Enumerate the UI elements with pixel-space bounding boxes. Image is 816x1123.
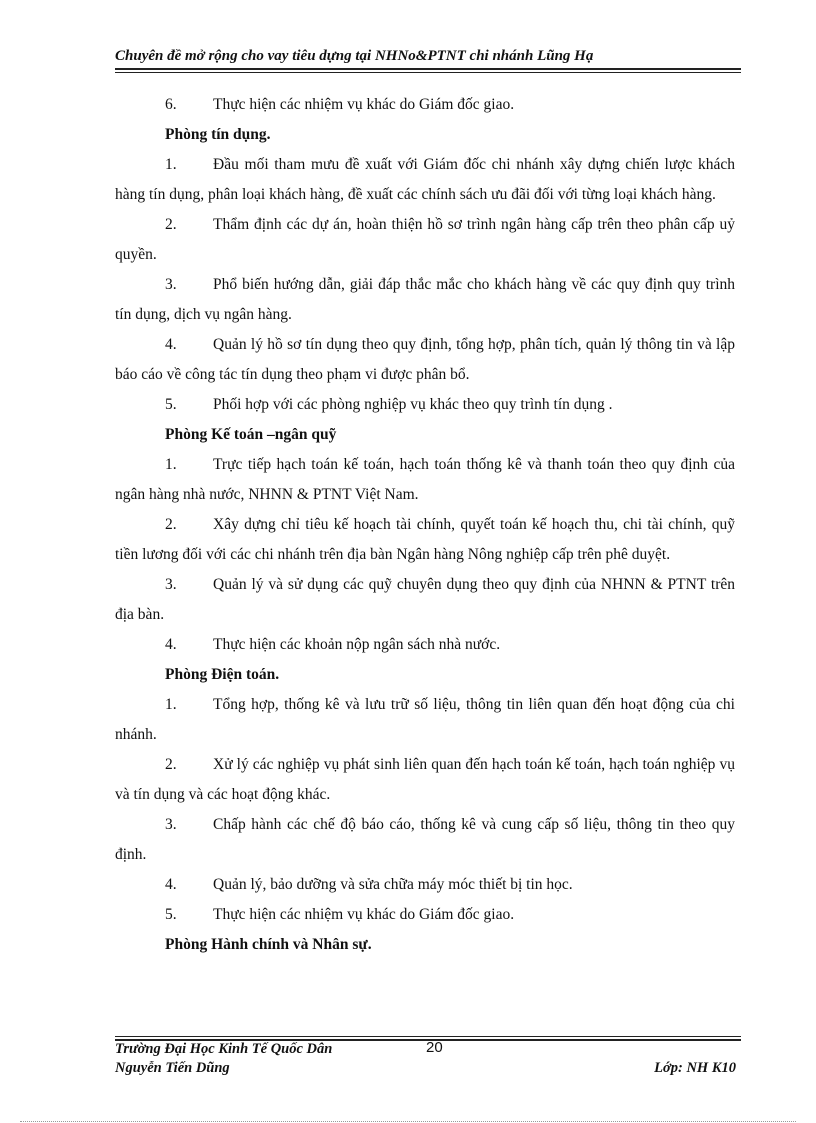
- list-item-number: 1.: [165, 456, 177, 473]
- list-item-text: Thẩm định các dự án, hoàn thiện hồ sơ trình ngân hàng cấp trên theo phân cấp uỷ quyền.: [115, 216, 735, 263]
- list-item-text: Phối hợp với các phòng nghiệp vụ khác theo quy trình tín dụng .: [213, 396, 613, 413]
- list-item: [115, 210, 735, 270]
- list-item-number: 1.: [165, 696, 177, 713]
- list-item: [115, 690, 735, 750]
- list-item: [115, 630, 735, 660]
- list-item: [115, 90, 735, 120]
- list-item-number: 5.: [165, 906, 177, 923]
- list-item: [115, 870, 735, 900]
- footer-author: Nguyễn Tiến Dũng: [115, 1060, 230, 1076]
- list-item: [115, 150, 735, 210]
- list-item-text: Xây dựng chỉ tiêu kế hoạch tài chính, quyết toán kế hoạch thu, chi tài chính, quỹ tiền lương đối với các chi nhánh trên địa bàn Ngân hàng Nông nghiệp cấp trên phê duyệt.: [115, 516, 735, 563]
- list-item-number: 3.: [165, 276, 177, 293]
- header-rule-thin: [115, 72, 741, 73]
- list-item: [115, 450, 735, 510]
- section-title: Phòng Điện toán.: [165, 666, 280, 683]
- list-item-number: 4.: [165, 636, 177, 653]
- footer-school: Trường Đại Học Kinh Tế Quốc Dân: [115, 1041, 333, 1057]
- list-item-number: 4.: [165, 336, 177, 353]
- header-rule-thick: [115, 68, 741, 70]
- section-title: Phòng Hành chính và Nhân sự.: [165, 936, 372, 953]
- page-edge-divider: [20, 1121, 796, 1122]
- list-item-text: Chấp hành các chế độ báo cáo, thống kê và cung cấp số liệu, thông tin theo quy định.: [115, 816, 735, 863]
- list-item-number: 2.: [165, 216, 177, 233]
- list-item: [115, 900, 735, 930]
- list-item-number: 5.: [165, 396, 177, 413]
- running-header: Chuyên đề mở rộng cho vay tiêu dựng tại NHNo&PTNT chi nhánh Lũng Hạ: [115, 48, 594, 64]
- list-item: [115, 810, 735, 870]
- list-item-text: Tổng hợp, thống kê và lưu trữ số liệu, thông tin liên quan đến hoạt động của chi nhánh.: [115, 696, 735, 743]
- list-item-number: 3.: [165, 816, 177, 833]
- section-title: Phòng tín dụng.: [165, 126, 271, 143]
- footer-rule-thin: [115, 1036, 741, 1037]
- list-item-number: 1.: [165, 156, 177, 173]
- page-number: 20: [426, 1039, 443, 1056]
- list-item-text: Thực hiện các khoản nộp ngân sách nhà nước.: [213, 636, 501, 653]
- list-item-number: 2.: [165, 756, 177, 773]
- list-item-text: Quản lý và sử dụng các quỹ chuyên dụng theo quy định của NHNN & PTNT trên địa bàn.: [115, 576, 735, 623]
- list-item-text: Quản lý, bảo dưỡng và sửa chữa máy móc thiết bị tin học.: [213, 876, 573, 893]
- list-item-number: 2.: [165, 516, 177, 533]
- list-item-number: 3.: [165, 576, 177, 593]
- page-body: [115, 90, 735, 960]
- list-item: [115, 330, 735, 390]
- list-item-text: Xử lý các nghiệp vụ phát sinh liên quan đến hạch toán kế toán, hạch toán nghiệp vụ và tín dụng và các hoạt động khác.: [115, 756, 735, 803]
- list-item: [115, 510, 735, 570]
- section-title: Phòng Kế toán –ngân quỹ: [165, 426, 337, 443]
- list-item-number: 4.: [165, 876, 177, 893]
- list-item-text: Thực hiện các nhiệm vụ khác do Giám đốc giao.: [213, 96, 515, 113]
- list-item: [115, 390, 735, 420]
- list-item: [115, 270, 735, 330]
- list-item: [115, 570, 735, 630]
- list-item-number: 6.: [165, 96, 177, 113]
- list-item-text: Quản lý hồ sơ tín dụng theo quy định, tổng hợp, phân tích, quản lý thông tin và lập báo cáo về công tác tín dụng theo phạm vi được phân bổ.: [115, 336, 735, 383]
- list-item-text: Thực hiện các nhiệm vụ khác do Giám đốc giao.: [213, 906, 515, 923]
- list-item: [115, 750, 735, 810]
- list-item-text: Phổ biến hướng dẫn, giải đáp thắc mắc cho khách hàng về các quy định quy trình tín dụng, dịch vụ ngân hàng.: [115, 276, 735, 323]
- list-item-text: Trực tiếp hạch toán kế toán, hạch toán thống kê và thanh toán theo quy định của ngân hàng nhà nước, NHNN & PTNT Việt Nam.: [115, 456, 735, 503]
- list-item-text: Đầu mối tham mưu đề xuất với Giám đốc chi nhánh xây dựng chiến lược khách hàng tín dụng, phân loại khách hàng, đề xuất các chính sách ưu đãi đối với từng loại khách hàng.: [115, 156, 735, 203]
- footer-class: Lớp: NH K10: [654, 1060, 736, 1076]
